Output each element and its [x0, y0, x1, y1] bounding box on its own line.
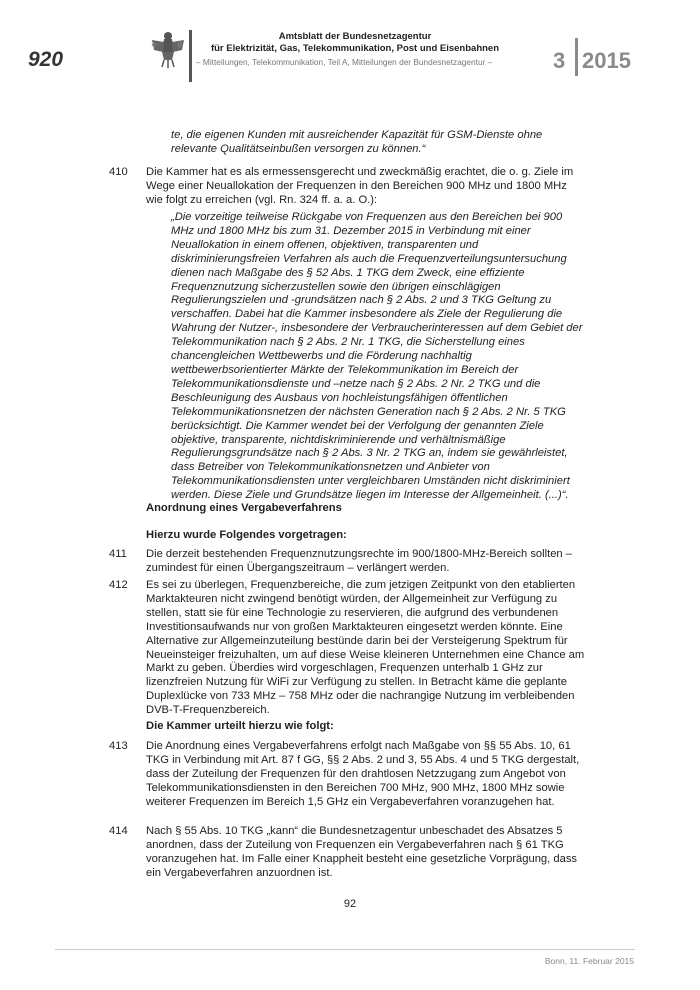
paragraph-number: 412: [109, 579, 128, 591]
subheading-ruling: Die Kammer urteilt hierzu wie folgt:: [146, 720, 334, 732]
federal-eagle-logo: [150, 30, 186, 70]
quote-continuation: te, die eigenen Kunden mit ausreichender Kapazität für GSM-Dienste ohne relevante Qualitätseinbußen versorgen zu können.“: [171, 129, 543, 155]
page-number: 920: [28, 48, 64, 71]
paragraph-410-quote: „Die vorzeitige teilweise Rückgabe von Frequenzen aus den Bereichen bei 900 MHz und 1800 MHz bis zum 31. Dezember 2015 in Verbindung mit einer Neuallokation in einem offenen, objektiven, transparenten und diskriminierungsfreien Verfahren als auch die Frequenzverteilungsuntersuchung dienen nach Maßgabe des § 52 Abs. 1 TKG dem Zweck, eine effiziente Frequenznutzung sicherzustellen sowie den übrigen einschlägigen Regulierungszielen und -grundsätzen nach § 2 Abs. 2 und 3 TKG Geltung zu verschaffen. Dabei hat die Kammer insbesondere als Ziele der Regulierung die Wahrung der Nutzer-, insbesondere der Verbraucherinteressen auf dem Gebiet der Telekommunikation nach § 2 Abs. 2 Nr. 1 TKG, die Sicherstellung eines chancengleichen Wettbewerbs und die Förderung nachhaltig wettbewerbsorientierter Märkte der Telekommunikation im Bereich der Telekommunikationsdienste und –netze nach § 2 Abs. 2 Nr. 2 TKG und die Beschleunigung des Ausbaus von hochleistungsfähigen öffentlichen Telekommunikationsnetzen der nächsten Generation nach § 2 Abs. 2 Nr. 5 TKG berücksichtigt. Die Kammer wendet bei der Verfolgung der genannten Ziele objektive, transparente, nichtdiskriminierende und verhältnismäßige Regulierungsgrundsätze nach § 2 Abs. 3 Nr. 2 TKG an, indem sie gewährleistet, dass Betreiber von Telekommunikationsnetzen und Anbieter von Telekommunikationsdiensten unter vergleichbaren Umständen nicht diskriminiert werden. Diese Ziele und Grundsätze liegen im Interesse der Allgemeinheit. (...)“.: [171, 211, 583, 502]
paragraph-number: 410: [109, 166, 128, 178]
issue-number: 3: [553, 48, 566, 73]
footer-page-number: 92: [343, 898, 357, 910]
paragraph-413: Die Anordnung eines Vergabeverfahrens erfolgt nach Maßgabe von §§ 55 Abs. 10, 61 TKG in Verbindung mit Art. 87 f GG, §§ 2 Abs. 2 und 3, 55 Abs. 4 und 5 TKG dergestalt, dass der Zuteilung der Frequenzen für den drahtlosen Netzzugang zum Angebot von Telekommunikationsdiensten in den Bereichen 700 MHz, 900 MHz, 1800 MHz sowie weiterer Frequenzen im Bereich 1,5 GHz ein Vergabeverfahren voranzugehen hat.: [146, 740, 580, 808]
paragraph-412: Es sei zu überlegen, Frequenzbereiche, die zum jetzigen Zeitpunkt von den etablierten Marktakteuren nicht zwingend benötigt würden, der Allgemeinheit zur Verfügung zu stellen, statt sie für eine Technologie zu reservieren, die aufgrund des verbundenen Investitionsaufwands nur von großen Marktakteuren eingesetzt werden könnte. Eine Alternative zur Allgemeinzuteilung bestünde darin bei der Versteigerung Spektrum für Neueinsteiger freizuhalten, um auf diese Weise kleineren Unternehmen eine Chance am Markt zu geben. Überdies wird vorgeschlagen, Frequenzen unterhalb 1 GHz zur lizenzfreien Nutzung für WiFi zur Verfügung zu stellen. In Betracht käme die geplante Duplexlücke von 733 MHz – 758 MHz oder die nachrangige Nutzung im verbleibenden DVB-T-Frequenzbereich.: [146, 579, 585, 717]
footer-date: Bonn, 11. Februar 2015: [544, 956, 634, 966]
issue-year: 2015: [582, 48, 631, 73]
paragraph-410: Die Kammer hat es als ermessensgerecht und zweckmäßig erachtet, die o. g. Ziele im Wege einer Neuallokation der Frequenzen in den Bereichen 900 MHz und 1800 MHz wie folgt zu erreichen (vgl. Rn. 324 ff. a. a. O.):: [146, 166, 574, 206]
journal-subtitle: für Elektrizität, Gas, Telekommunikation, Post und Eisenbahnen: [210, 43, 500, 54]
paragraph-414: Nach § 55 Abs. 10 TKG „kann“ die Bundesnetzagentur unbeschadet des Absatzes 5 anordnen, dass der Zuteilung von Frequenzen ein Vergabeverfahren nach § 61 TKG voranzugehen hat. Im Falle einer Knappheit besteht eine gesetzliche Vorprägung, dass ein Vergabeverfahren anzuordnen ist.: [146, 825, 578, 879]
subheading-submitted: Hierzu wurde Folgendes vorgetragen:: [146, 529, 347, 541]
issue-divider: [575, 38, 578, 76]
footer-divider: [55, 949, 635, 950]
paragraph-number: 414: [109, 825, 128, 837]
section-heading: Anordnung eines Vergabeverfahrens: [146, 502, 342, 514]
paragraph-number: 411: [109, 548, 127, 560]
paragraph-number: 413: [109, 740, 128, 752]
paragraph-411: Die derzeit bestehenden Frequenznutzungsrechte im 900/1800-MHz-Bereich sollten – zumindest für einen Übergangszeitraum – verlängert werden.: [146, 548, 572, 574]
journal-section: – Mitteilungen, Telekommunikation, Teil A, Mitteilungen der Bundesnetzagentur –: [196, 57, 493, 67]
journal-title: Amtsblatt der Bundesnetzagentur: [278, 31, 432, 42]
